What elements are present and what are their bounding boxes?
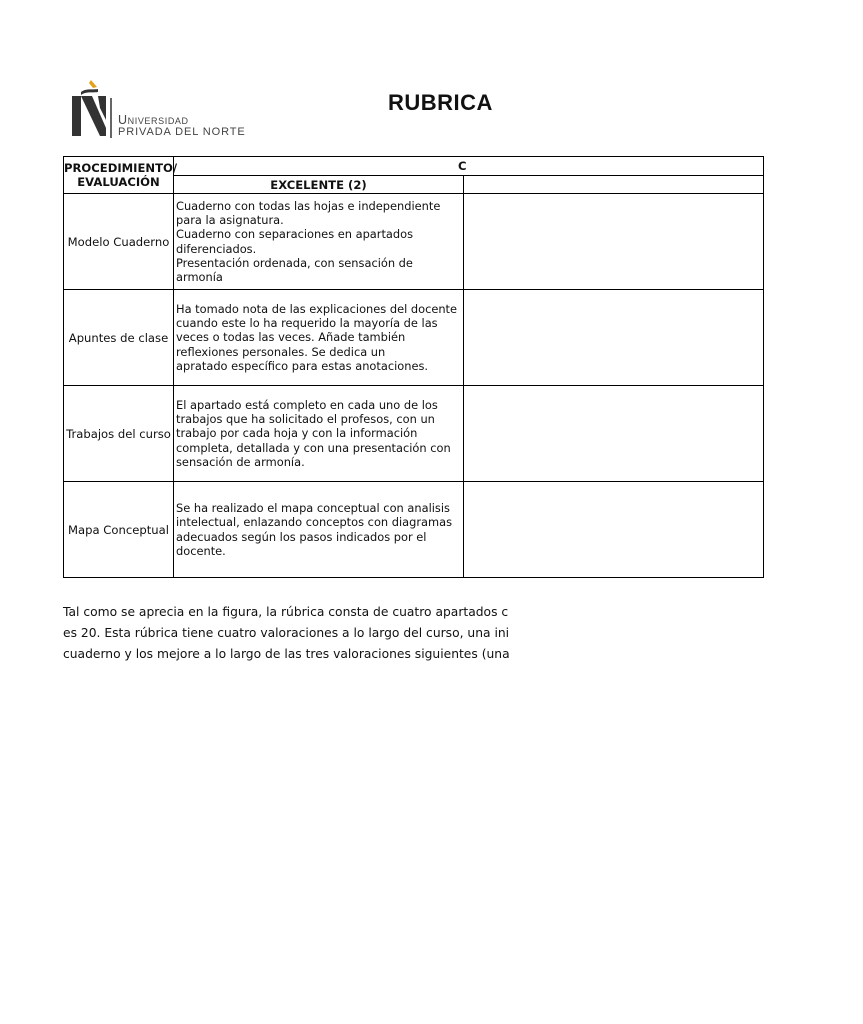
body-paragraph-area: [63, 602, 510, 668]
level-header-excellent: EXCELENTE (2): [174, 176, 464, 194]
rubric-table-area: [63, 156, 467, 586]
table-row: [64, 194, 764, 290]
criteria-header: C: [174, 157, 764, 176]
page-title: RUBRICA: [388, 90, 493, 115]
row-next-cell: [464, 386, 764, 482]
university-name: [118, 114, 246, 138]
body-paragraph: [63, 602, 863, 665]
row-label: Modelo Cuaderno: [64, 194, 174, 290]
row-description: Ha tomado nota de las explicaciones del docente cuando este lo ha requerido la mayoría de las veces o todas las veces. Añade también reflexiones personales. Se dedica un apratado específico para estas anotaciones.: [174, 290, 464, 386]
row-label: Mapa Conceptual: [64, 482, 174, 578]
table-row: [64, 482, 764, 578]
table-row: [64, 290, 764, 386]
university-logo: [66, 78, 266, 142]
logo-line-2: PRIVADA DEL NORTE: [118, 126, 246, 138]
upn-logo-icon: [66, 78, 114, 142]
row-label: Apuntes de clase: [64, 290, 174, 386]
paragraph-line: Tal como se aprecia en la figura, la rúbrica consta de cuatro apartados c: [63, 605, 509, 619]
row-label: Trabajos del curso: [64, 386, 174, 482]
row-description: Se ha realizado el mapa conceptual con analisis intelectual, enlazando conceptos con diagramas adecuados según los pasos indicados por el docente.: [174, 482, 464, 578]
rubric-table: [63, 156, 764, 578]
paragraph-line: cuaderno y los mejore a lo largo de las tres valoraciones siguientes (una: [63, 647, 510, 661]
row-next-cell: [464, 290, 764, 386]
table-row: [64, 386, 764, 482]
level-header-next: [464, 176, 764, 194]
row-description: El apartado está completo en cada uno de los trabajos que ha solicitado el profesos, con un trabajo por cada hoja y con la información completa, detallada y con una presentación con sensación de armonía.: [174, 386, 464, 482]
logo-line-1: Universidad: [118, 113, 189, 127]
row-next-cell: [464, 482, 764, 578]
title-area: [388, 90, 493, 124]
paragraph-line: es 20. Esta rúbrica tiene cuatro valoraciones a lo largo del curso, una ini: [63, 626, 510, 640]
row-description: Cuaderno con todas las hojas e independiente para la asignatura. Cuaderno con separaciones en apartados diferenciados. Presentación ordenada, con sensación de armonía: [174, 194, 464, 290]
row-next-cell: [464, 194, 764, 290]
procedure-header: PROCEDIMIENTO/ EVALUACIÓN: [64, 157, 174, 194]
